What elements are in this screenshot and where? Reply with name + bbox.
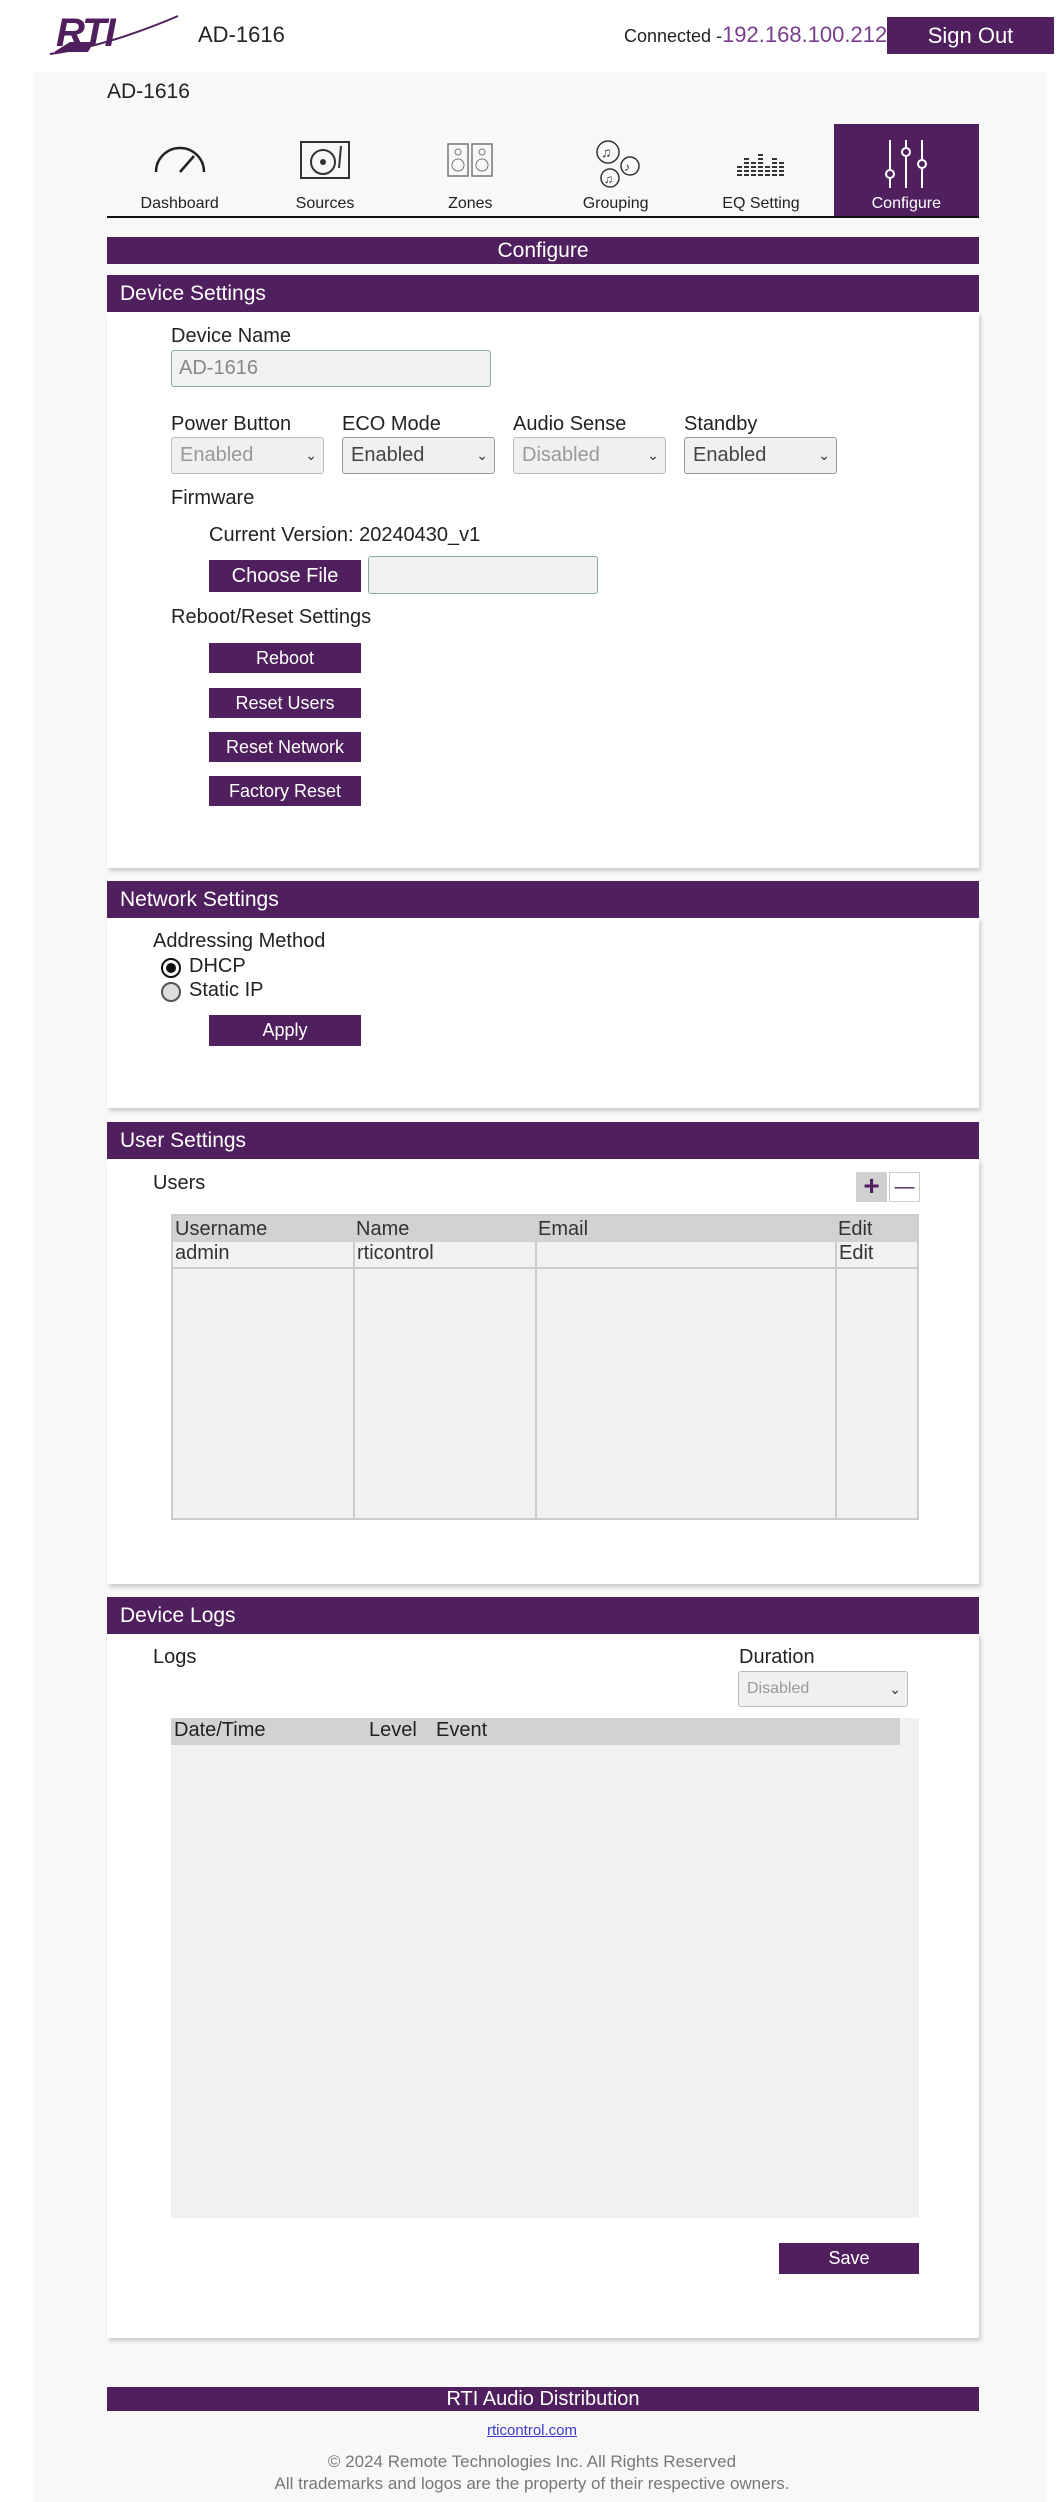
logs-label: Logs <box>153 1646 197 1668</box>
select-value: Disabled <box>747 1680 810 1697</box>
svg-text:RTI: RTI <box>56 12 114 55</box>
table-filler-row <box>172 1268 918 1519</box>
firmware-label: Firmware <box>171 487 255 509</box>
column-header-name: Name <box>354 1215 536 1242</box>
copyright-text: © 2024 Remote Technologies Inc. All Rights Reserved <box>327 2452 737 2471</box>
reset-users-button[interactable]: Reset Users <box>209 688 361 718</box>
network-settings-header: Network Settings <box>107 881 979 918</box>
column-header-datetime: Date/Time <box>174 1719 266 1741</box>
connection-status <box>624 22 887 48</box>
device-title: AD-1616 <box>198 22 285 47</box>
cell-name: rticontrol <box>354 1242 536 1268</box>
audio-sense-select[interactable] <box>513 437 666 474</box>
empty-cell <box>354 1268 536 1519</box>
current-version-text: Current Version: 20240430_v1 <box>209 524 481 546</box>
column-header-edit: Edit <box>836 1215 918 1242</box>
rti-logo <box>48 12 188 56</box>
power-button-label: Power Button <box>171 413 292 435</box>
tab-eq-setting[interactable] <box>688 124 833 216</box>
firmware-file-field[interactable] <box>368 556 598 594</box>
equalizer-icon <box>731 138 791 182</box>
tab-label: Zones <box>448 195 493 212</box>
apply-button[interactable]: Apply <box>209 1015 361 1046</box>
tab-label: Dashboard <box>140 195 219 212</box>
device-name-field[interactable]: AD-1616 <box>171 350 491 387</box>
top-bar <box>0 0 1064 70</box>
speakers-icon <box>440 138 500 182</box>
chevron-down-icon: ⌄ <box>818 447 830 463</box>
empty-cell <box>172 1268 354 1519</box>
table-header-row <box>172 1215 918 1242</box>
svg-text:♫: ♫ <box>603 172 613 186</box>
chevron-down-icon: ⌄ <box>889 1681 901 1697</box>
column-header-level: Level <box>369 1719 417 1741</box>
device-settings-header: Device Settings <box>107 275 979 312</box>
static-ip-label: Static IP <box>189 979 264 1001</box>
tab-grouping[interactable] <box>543 124 688 216</box>
cell-username: admin <box>172 1242 354 1268</box>
column-header-event: Event <box>436 1719 488 1741</box>
ip-address: 192.168.100.212 <box>722 22 888 47</box>
eco-mode-label: ECO Mode <box>342 413 441 435</box>
music-notes-icon <box>586 138 646 190</box>
tab-label: Configure <box>871 195 941 212</box>
connected-label: Connected - <box>624 26 723 46</box>
addressing-method-label: Addressing Method <box>153 930 326 952</box>
footer-bar: RTI Audio Distribution <box>107 2387 979 2411</box>
configure-title: Configure <box>107 237 979 264</box>
reboot-reset-label: Reboot/Reset Settings <box>171 606 372 628</box>
select-value: Enabled <box>351 444 425 466</box>
sliders-icon <box>876 138 936 190</box>
add-user-button[interactable]: + <box>856 1172 887 1202</box>
select-value: Enabled <box>180 444 254 466</box>
static-ip-radio[interactable] <box>161 982 181 1002</box>
reset-network-button[interactable]: Reset Network <box>209 732 361 762</box>
empty-cell <box>836 1268 918 1519</box>
duration-label: Duration <box>739 1646 815 1668</box>
column-header-email: Email <box>536 1215 836 1242</box>
save-logs-button[interactable]: Save <box>779 2243 919 2274</box>
tab-label: EQ Setting <box>722 195 800 212</box>
column-header-username: Username <box>172 1215 354 1242</box>
device-logs-header: Device Logs <box>107 1597 979 1634</box>
chevron-down-icon: ⌄ <box>305 447 317 463</box>
standby-label: Standby <box>684 413 758 435</box>
page-title: AD-1616 <box>107 80 190 103</box>
tab-label: Sources <box>295 195 355 212</box>
edit-user-link[interactable]: Edit <box>836 1242 918 1268</box>
power-button-select[interactable] <box>171 437 324 474</box>
tab-dashboard[interactable] <box>107 124 252 216</box>
users-label: Users <box>153 1172 206 1194</box>
dhcp-label: DHCP <box>189 955 246 977</box>
gauge-icon <box>150 138 210 178</box>
user-settings-header: User Settings <box>107 1122 979 1159</box>
nav-tabs <box>107 124 979 218</box>
chevron-down-icon: ⌄ <box>476 447 488 463</box>
logs-table <box>171 1718 919 2218</box>
users-table <box>171 1214 919 1520</box>
tab-label: Grouping <box>582 195 649 212</box>
dhcp-radio[interactable] <box>161 958 181 978</box>
logs-header-row <box>171 1718 900 1745</box>
select-value: Disabled <box>522 444 600 466</box>
eco-mode-select[interactable] <box>342 437 495 474</box>
turntable-icon <box>295 138 355 182</box>
svg-text:♫: ♫ <box>600 144 612 160</box>
chevron-down-icon: ⌄ <box>647 447 659 463</box>
rticontrol-link[interactable]: rticontrol.com <box>486 2422 578 2439</box>
factory-reset-button[interactable]: Factory Reset <box>209 776 361 806</box>
select-value: Enabled <box>693 444 767 466</box>
tab-zones[interactable] <box>398 124 543 216</box>
audio-sense-label: Audio Sense <box>513 413 627 435</box>
device-name-label: Device Name <box>171 325 292 347</box>
sign-out-button[interactable]: Sign Out <box>887 17 1054 54</box>
trademark-text: All trademarks and logos are the property of their respective owners. <box>274 2474 790 2493</box>
duration-select[interactable] <box>738 1671 908 1707</box>
table-row[interactable] <box>172 1242 918 1268</box>
empty-cell <box>536 1268 836 1519</box>
reboot-button[interactable]: Reboot <box>209 643 361 673</box>
svg-text:♪: ♪ <box>623 160 630 174</box>
choose-file-button[interactable]: Choose File <box>209 560 361 592</box>
remove-user-button[interactable]: — <box>889 1172 920 1202</box>
tab-sources[interactable] <box>252 124 397 216</box>
cell-email <box>536 1242 836 1268</box>
standby-select[interactable] <box>684 437 837 474</box>
tab-configure[interactable] <box>834 124 979 216</box>
